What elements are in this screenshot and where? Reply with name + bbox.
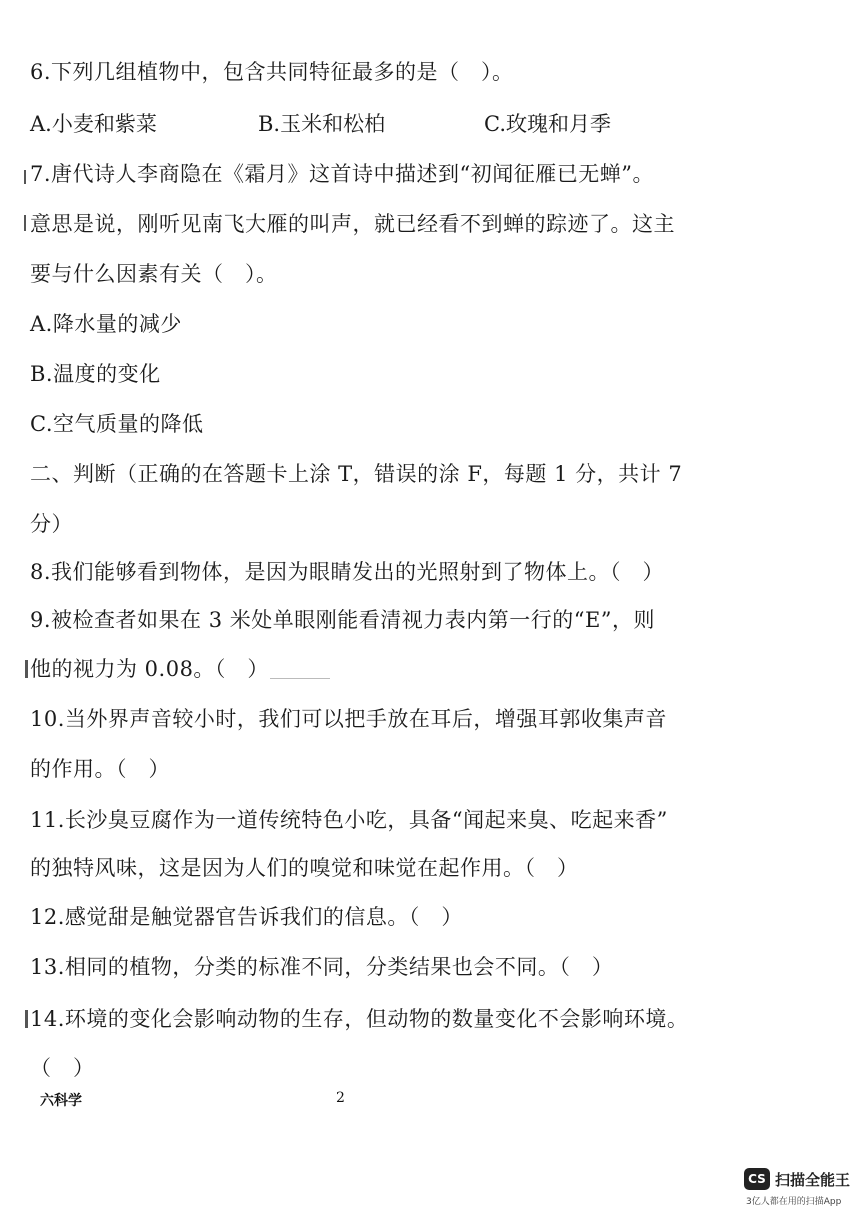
question-7-option-a: A.降水量的减少 [30,312,182,336]
question-6-option-a: A.小麦和紫菜 [30,112,157,136]
judgment-14-line-1: 14.环境的变化会影响动物的生存，但动物的数量变化不会影响环境。 [30,1007,689,1031]
footer-subject: 六科学 [40,1093,82,1109]
footer-page-number: 2 [336,1090,345,1106]
judgment-8: 8.我们能够看到物体，是因为眼睛发出的光照射到了物体上。（ ） [30,560,665,584]
judgment-11-line-2: 的独特风味，这是因为人们的嗅觉和味觉在起作用。（ ） [30,856,579,880]
question-7-option-b: B.温度的变化 [30,362,161,386]
question-7-line-1: 7.唐代诗人李商隐在《霜月》这首诗中描述到“初闻征雁已无蝉”。 [30,162,655,186]
section-2-heading-line-1: 二、判断（正确的在答题卡上涂 T，错误的涂 F，每题 1 分，共计 7 [30,462,683,486]
section-2-heading-line-2: 分） [30,512,73,536]
scanner-tagline: 3亿人都在用的扫描App [746,1197,842,1207]
question-6-option-b: B.玉米和松柏 [258,112,386,136]
scan-artifact-mark [25,660,28,678]
judgment-9-line-1: 9.被检查者如果在 3 米处单眼刚能看清视力表内第一行的“E”，则 [30,608,656,632]
judgment-11-line-1: 11.长沙臭豆腐作为一道传统特色小吃，具备“闻起来臭、吃起来香” [30,808,668,832]
scanner-app-name: 扫描全能王 [775,1170,851,1189]
question-7-option-c: C.空气质量的降低 [30,412,204,436]
scan-smudge [270,678,330,679]
scan-artifact-mark [24,215,26,231]
scan-artifact-mark [24,170,26,184]
judgment-10-line-1: 10.当外界声音较小时，我们可以把手放在耳后，增强耳郭收集声音 [30,707,667,731]
camscanner-logo-icon: CS [744,1168,770,1190]
judgment-14-line-2: （ ） [30,1056,95,1080]
judgment-10-line-2: 的作用。（ ） [30,757,170,781]
judgment-12: 12.感觉甜是触觉器官告诉我们的信息。（ ） [30,905,463,929]
question-6-stem: 6.下列几组植物中，包含共同特征最多的是（ ）。 [30,60,514,84]
scanner-watermark [744,1168,850,1190]
scan-artifact-mark [25,1010,28,1028]
judgment-9-line-2: 他的视力为 0.08。（ ） [30,657,269,681]
question-6-option-c: C.玫瑰和月季 [484,112,611,136]
judgment-13: 13.相同的植物，分类的标准不同，分类结果也会不同。（ ） [30,955,614,979]
question-7-line-2: 意思是说，刚听见南飞大雁的叫声，就已经看不到蝉的踪迹了。这主 [30,212,675,236]
question-7-line-3: 要与什么因素有关（ ）。 [30,262,278,286]
